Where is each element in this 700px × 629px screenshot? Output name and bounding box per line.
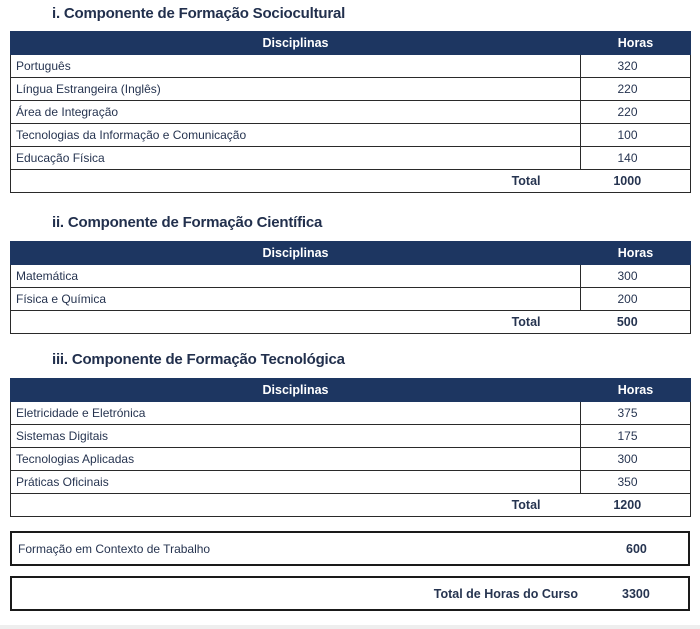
- course-total-label: Total de Horas do Curso: [433, 586, 578, 601]
- discipline-name: Eletricidade e Eletrónica: [11, 402, 581, 425]
- table-header: [11, 379, 691, 402]
- discipline-hours: 100: [581, 124, 691, 147]
- discipline-hours: 350: [581, 471, 691, 494]
- discipline-name: Língua Estrangeira (Inglês): [11, 78, 581, 101]
- course-total-box: [10, 576, 690, 611]
- table-row: [11, 78, 691, 101]
- total-label: Total: [11, 170, 581, 193]
- discipline-name: Tecnologias Aplicadas: [11, 448, 581, 471]
- table-row: [11, 124, 691, 147]
- discipline-hours: 175: [581, 425, 691, 448]
- header-horas: Horas: [581, 32, 691, 55]
- total-label: Total: [11, 311, 581, 334]
- header-disciplinas: Disciplinas: [11, 242, 581, 265]
- table-row: [11, 425, 691, 448]
- fct-label: Formação em Contexto de Trabalho: [18, 541, 211, 556]
- table-row: [11, 101, 691, 124]
- table-row: [11, 55, 691, 78]
- discipline-name: Sistemas Digitais: [11, 425, 581, 448]
- table-tecnologica: [10, 378, 691, 517]
- discipline-name: Práticas Oficinais: [11, 471, 581, 494]
- section-title-tecnologica: iii. Componente de Formação Tecnológica: [52, 351, 345, 368]
- table-row: [11, 402, 691, 425]
- discipline-hours: 300: [581, 448, 691, 471]
- section-title-sociocultural: i. Componente de Formação Sociocultural: [52, 5, 346, 22]
- total-hours: 1000: [581, 170, 691, 193]
- table-header: [11, 32, 691, 55]
- discipline-hours: 140: [581, 147, 691, 170]
- page-bottom-divider: [0, 625, 700, 629]
- discipline-hours: 300: [581, 265, 691, 288]
- discipline-name: Matemática: [11, 265, 581, 288]
- table-row: [11, 147, 691, 170]
- total-row: [11, 311, 691, 334]
- table-row: [11, 448, 691, 471]
- section-title-cientifica: ii. Componente de Formação Científica: [52, 214, 323, 231]
- table-sociocultural: [10, 31, 691, 193]
- discipline-name: Tecnologias da Informação e Comunicação: [11, 124, 581, 147]
- total-row: [11, 170, 691, 193]
- discipline-name: Português: [11, 55, 581, 78]
- header-disciplinas: Disciplinas: [11, 32, 581, 55]
- fct-box: [10, 531, 690, 566]
- discipline-hours: 320: [581, 55, 691, 78]
- header-horas: Horas: [581, 379, 691, 402]
- total-hours: 1200: [581, 494, 691, 517]
- total-label: Total: [11, 494, 581, 517]
- total-hours: 500: [581, 311, 691, 334]
- discipline-hours: 200: [581, 288, 691, 311]
- table-header: [11, 242, 691, 265]
- header-disciplinas: Disciplinas: [11, 379, 581, 402]
- table-cientifica: [10, 241, 691, 334]
- fct-hours: 600: [626, 541, 647, 556]
- discipline-hours: 375: [581, 402, 691, 425]
- discipline-hours: 220: [581, 78, 691, 101]
- discipline-name: Física e Química: [11, 288, 581, 311]
- discipline-name: Educação Física: [11, 147, 581, 170]
- table-row: [11, 288, 691, 311]
- header-horas: Horas: [581, 242, 691, 265]
- table-row: [11, 471, 691, 494]
- total-row: [11, 494, 691, 517]
- course-total-hours: 3300: [622, 586, 650, 601]
- discipline-hours: 220: [581, 101, 691, 124]
- table-row: [11, 265, 691, 288]
- discipline-name: Área de Integração: [11, 101, 581, 124]
